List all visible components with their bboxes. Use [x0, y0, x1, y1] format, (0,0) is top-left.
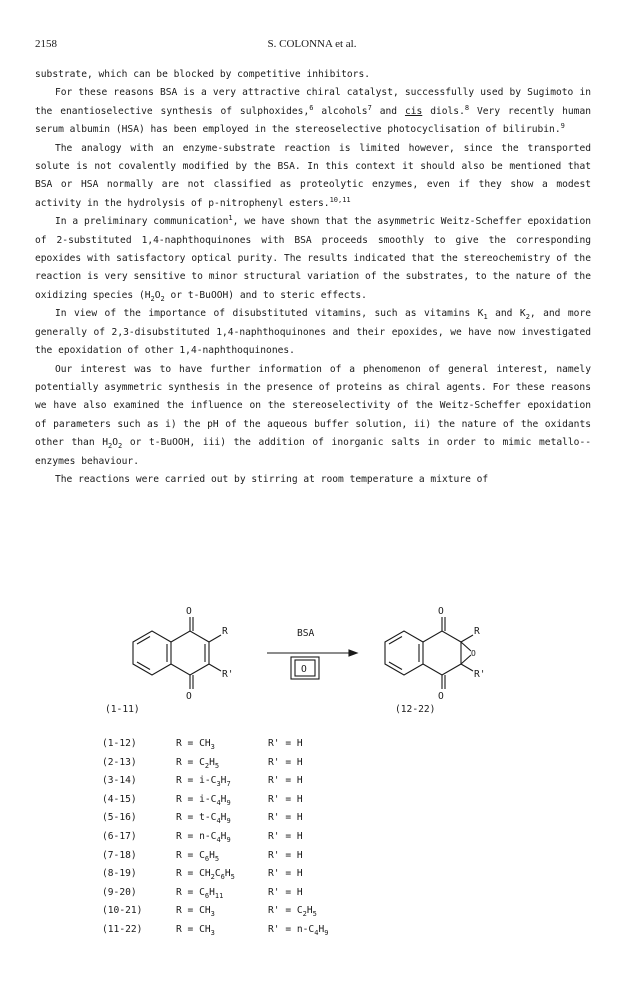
reactant-label: (1-11) — [105, 704, 140, 715]
page-number: 2158 — [35, 38, 57, 50]
compound-pair: (1-12) — [102, 738, 137, 749]
substituent-r-value: $R = C_6H_{11}$ — [176, 886, 224, 900]
substituent-r-prime: R' — [222, 669, 234, 680]
substituent-r: R — [222, 626, 228, 637]
substituent-r-value: $R = C_6H_5$ — [176, 849, 220, 863]
paragraph: For these reasons BSA is a very attractive chiral catalyst, successfully used by Sugimoto in the enantioselective synthesis of sulphoxides,$^6$ alcohols$^7$ and cis diols.$^8$ Very recently human serum albumin (HSA) has been employed in the stereoselective photocyclisation of bilirubin.$^9$ — [35, 87, 591, 136]
substituent-r-prime-value: R' = H — [268, 756, 303, 768]
substituent-r-prime-value: R' = H — [268, 812, 303, 824]
paragraph: In a preliminary communication$^1$, we have shown that the asymmetric Weitz-Scheffer epoxidation of 2-substituted 1,4-naphthoquinones with BSA proceeds smoothly to give the corresponding epoxides with satisfactory optical purity. The results indicated that the stereochemistry of the reaction is very sensitive to minor structural variation of the substrates, to the nature of the oxidizing species ($H_2O_2$ or t-BuOOH) and to steric effects. — [35, 214, 592, 303]
paragraph: substrate, which can be blocked by competitive inhibitors. — [35, 69, 371, 80]
substituent-r-prime-value: R' = H — [268, 738, 303, 749]
product-substituent-r-prime: R' — [474, 669, 486, 680]
product-substituent-r: R — [474, 626, 480, 637]
substituent-r-value: $R = n-C_4H_9$ — [176, 830, 231, 844]
compound-pair: (9-20) — [102, 886, 137, 898]
substituent-r-prime-value: R' = H — [268, 775, 303, 787]
compound-pair: (4-15) — [102, 793, 137, 805]
substituent-r-value: $R = CH_3$ — [176, 738, 215, 751]
running-authors: S. COLONNA et al. — [267, 38, 357, 50]
compound-pair: (5-16) — [102, 812, 137, 824]
carbonyl-oxygen-top: O — [186, 606, 192, 617]
reaction-scheme-drawing — [35, 598, 591, 718]
substituent-r-prime-value: R' = H — [268, 868, 303, 880]
reaction-scheme — [35, 598, 591, 718]
epoxide-structure — [385, 617, 473, 689]
paragraph: In view of the importance of disubstituted vitamins, such as vitamins $K_1$ and $K_2$, and more generally of 2,3-disubstituted 1,4-naphthoquinones and their epoxides, we have now investigated the epoxidation of other 1,4-naphthoquinones. — [35, 308, 592, 357]
substituent-r-value: $R = i-C_4H_9$ — [176, 793, 231, 807]
compound-pair: (11-22) — [102, 923, 143, 935]
substituent-r-prime-value: R' = H — [268, 849, 303, 861]
substituent-r-prime-value: $R' = n-C_4H_9$ — [268, 923, 329, 937]
compound-pair: (3-14) — [102, 775, 137, 787]
paragraph: Our interest was to have further information of a phenomenon of general interest, namely potentially asymmetric synthesis in the presence of proteins as chiral agents. For these reasons we have also examined the influence on the stereoselectivity of the Weitz-Scheffer epoxidation of parameters such as i) the pH of the aqueous buffer solution, ii) the nature of the oxidants other than $H_2O_2$ or t-BuOOH, iii) the addition of inorganic salts in order to mimic metallo--enzymes behaviour. — [35, 363, 592, 467]
epoxide-oxygen: O — [471, 649, 476, 658]
substituent-r-value: $R = CH_3$ — [176, 923, 215, 937]
product-label: (12-22) — [395, 704, 436, 715]
substituent-r-value: $R = CH_3$ — [176, 905, 215, 919]
paragraph: The analogy with an enzyme-substrate reaction is limited however, since the transported solute is not covalently modified by the BSA. In this context it should also be mentioned that BSA or HSA normally are not classified as proteolytic enzymes, even if they show a modest activity in the hydrolysis of p-nitrophenyl esters.$^{10,11}$ — [35, 142, 591, 209]
oxidant-label: O — [301, 664, 307, 675]
carbonyl-oxygen-bottom: O — [186, 691, 192, 702]
compound-pair: (6-17) — [102, 830, 137, 842]
compound-pair: (10-21) — [102, 905, 143, 917]
substituent-r-prime-value: R' = H — [268, 886, 303, 898]
reaction-arrow — [267, 650, 357, 679]
compound-pair: (7-18) — [102, 849, 137, 861]
substituent-r-value: $R = t-C_4H_9$ — [176, 812, 231, 826]
reagent-label: BSA — [297, 628, 315, 639]
substituent-r-prime-value: R' = H — [268, 793, 303, 805]
substituent-r-value: $R = i-C_3H_7$ — [176, 775, 231, 789]
substituent-r-value: $R = CH_2C_6H_5$ — [176, 868, 235, 882]
body-text — [35, 66, 591, 489]
naphthoquinone-structure — [133, 617, 221, 689]
compound-pair: (2-13) — [102, 756, 137, 768]
paragraph: The reactions were carried out by stirring at room temperature a mixture of — [55, 473, 489, 485]
product-oxygen-bottom: O — [438, 691, 444, 702]
substituent-r-prime-value: R' = H — [268, 830, 303, 842]
product-oxygen-top: O — [438, 606, 444, 617]
running-header — [35, 38, 589, 52]
substituent-r-value: $R = C_2H_5$ — [176, 756, 220, 770]
substituent-r-prime-value: $R' = C_2H_5$ — [268, 905, 317, 919]
compound-pair: (8-19) — [102, 868, 137, 880]
